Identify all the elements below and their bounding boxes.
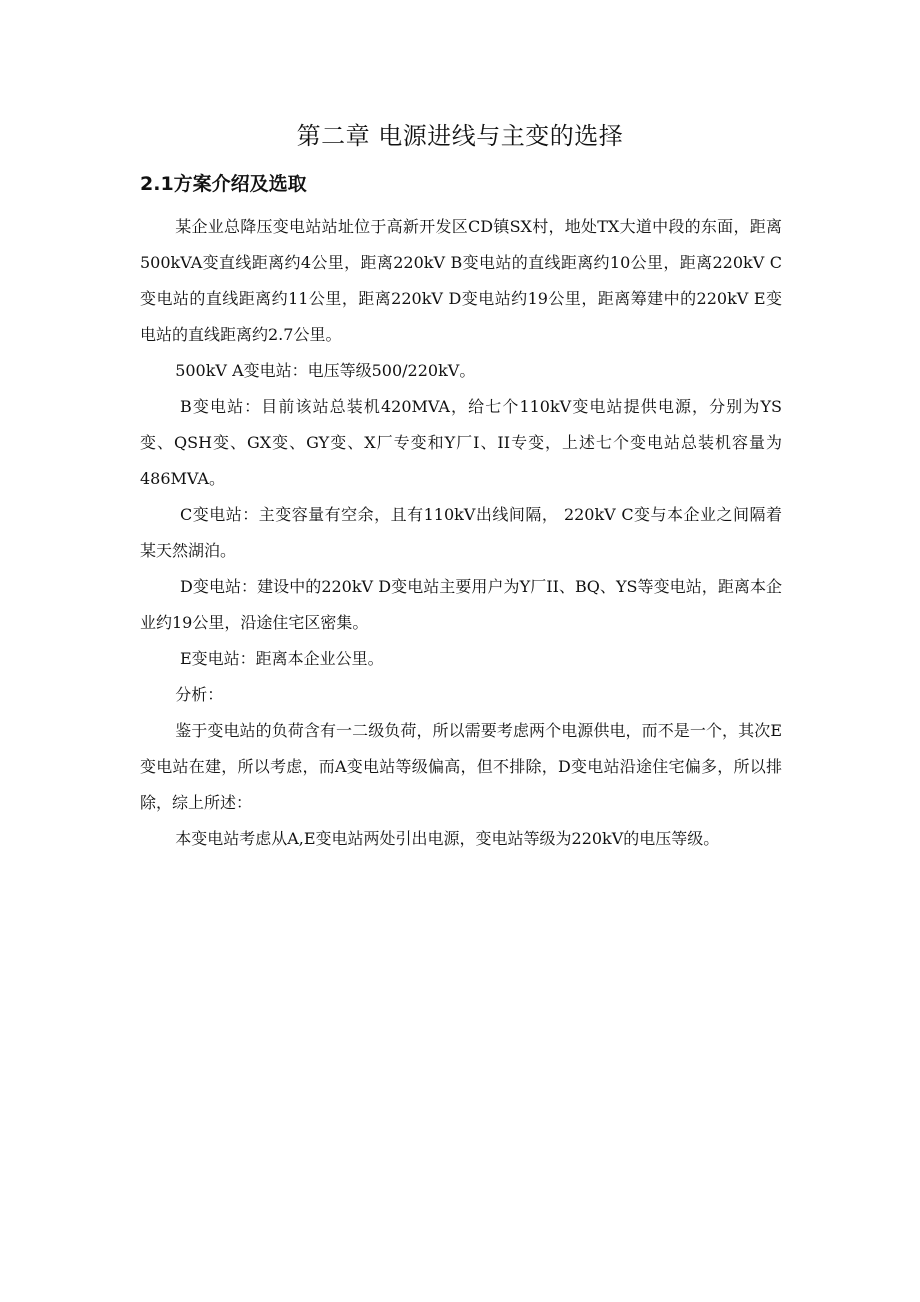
paragraph-analysis: 鉴于变电站的负荷含有一二级负荷，所以需要考虑两个电源供电，而不是一个，其次E变电站在建，所以考虑，而A变电站等级偏高，但不排除，D变电站沿途住宅偏多，所以排除，综上所述： — [140, 721, 782, 812]
paragraph-site-location: 某企业总降压变电站站址位于高新开发区CD镇SX村，地处TX大道中段的东面，距离500kVA变直线距离约4公里，距离220kV B变电站的直线距离约10公里，距离220kV C变电站的直线距离约11公里，距离220kV D变电站约19公里，距离筹建中的220kV E变电站的直线距离约2.7公里。 — [140, 217, 782, 344]
paragraph-substation-a: 500kV A变电站：电压等级500/220kV。 — [175, 361, 476, 380]
paragraph-substation-c: C变电站：主变容量有空余，且有110kV出线间隔， 220kV C变与本企业之间隔着某天然湖泊。 — [140, 505, 782, 560]
chapter-title: 第二章 电源进线与主变的选择 — [296, 122, 624, 150]
paragraph-substation-d: D变电站：建设中的220kV D变电站主要用户为Y厂II、BQ、YS等变电站，距离本企业约19公里，沿途住宅区密集。 — [140, 577, 782, 632]
section-title: 2.1方案介绍及选取 — [140, 173, 307, 195]
paragraph-substation-b: B变电站：目前该站总装机420MVA，给七个110kV变电站提供电源，分别为YS变、QSH变、GX变、GY变、X厂专变和Y厂I、II专变，上述七个变电站总装机容量为486MVA。 — [140, 397, 782, 488]
paragraph-substation-e: E变电站：距离本企业公里。 — [180, 649, 384, 668]
body-text — [140, 209, 782, 857]
paragraph-conclusion: 本变电站考虑从A,E变电站两处引出电源，变电站等级为220kV的电压等级。 — [175, 829, 720, 848]
paragraph-analysis-heading: 分析： — [175, 685, 224, 704]
